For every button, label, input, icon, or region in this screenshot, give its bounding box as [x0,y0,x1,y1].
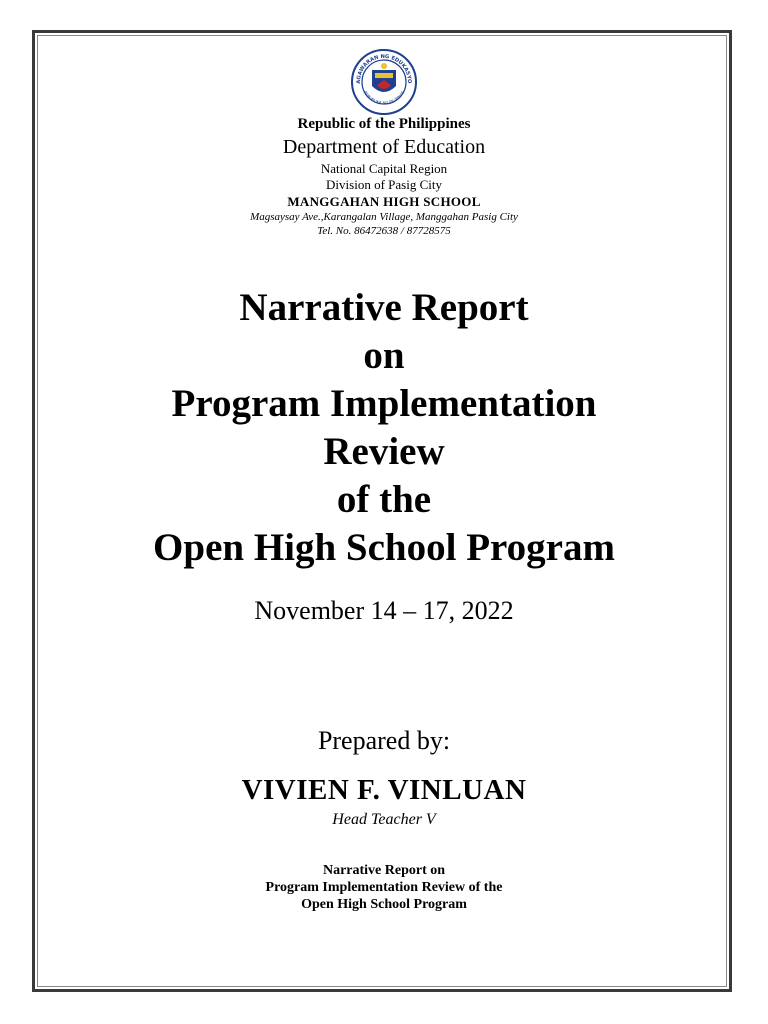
title-line: Narrative Report [239,286,529,329]
title-line: Open High School Program [153,526,615,569]
footer-line: Program Implementation Review of the [265,880,503,895]
author-position: Head Teacher V [332,811,436,828]
seal-bottom-text: REPUBLIKA NG PILIPINAS [362,89,406,106]
region-line: National Capital Region [320,161,448,176]
footer-caption [0,862,768,913]
title-line: on [363,334,405,377]
title-line: Review [323,430,445,473]
author-name: VIVIEN F. VINLUAN [241,774,527,806]
report-title [0,284,768,572]
deped-seal [350,48,418,116]
school-address: Magsaysay Ave.,Karangalan Village, Manggahan Pasig City [250,211,518,223]
footer-line: Narrative Report on [322,863,446,878]
school-telephone: Tel. No. 86472638 / 87728575 [317,225,451,237]
division-line: Division of Pasig City [326,177,442,192]
title-line: of the [336,478,432,521]
seal-top-text: AGAWARAN NG EDUKASYO [355,53,413,84]
report-date: November 14 – 17, 2022 [254,596,514,625]
school-name: MANGGAHAN HIGH SCHOOL [287,194,481,209]
title-line: Program Implementation [171,382,597,425]
department-line: Department of Education [282,136,486,158]
republic-line: Republic of the Philippines [297,116,471,132]
footer-line: Open High School Program [301,897,467,912]
prepared-by-label: Prepared by: [317,726,451,755]
